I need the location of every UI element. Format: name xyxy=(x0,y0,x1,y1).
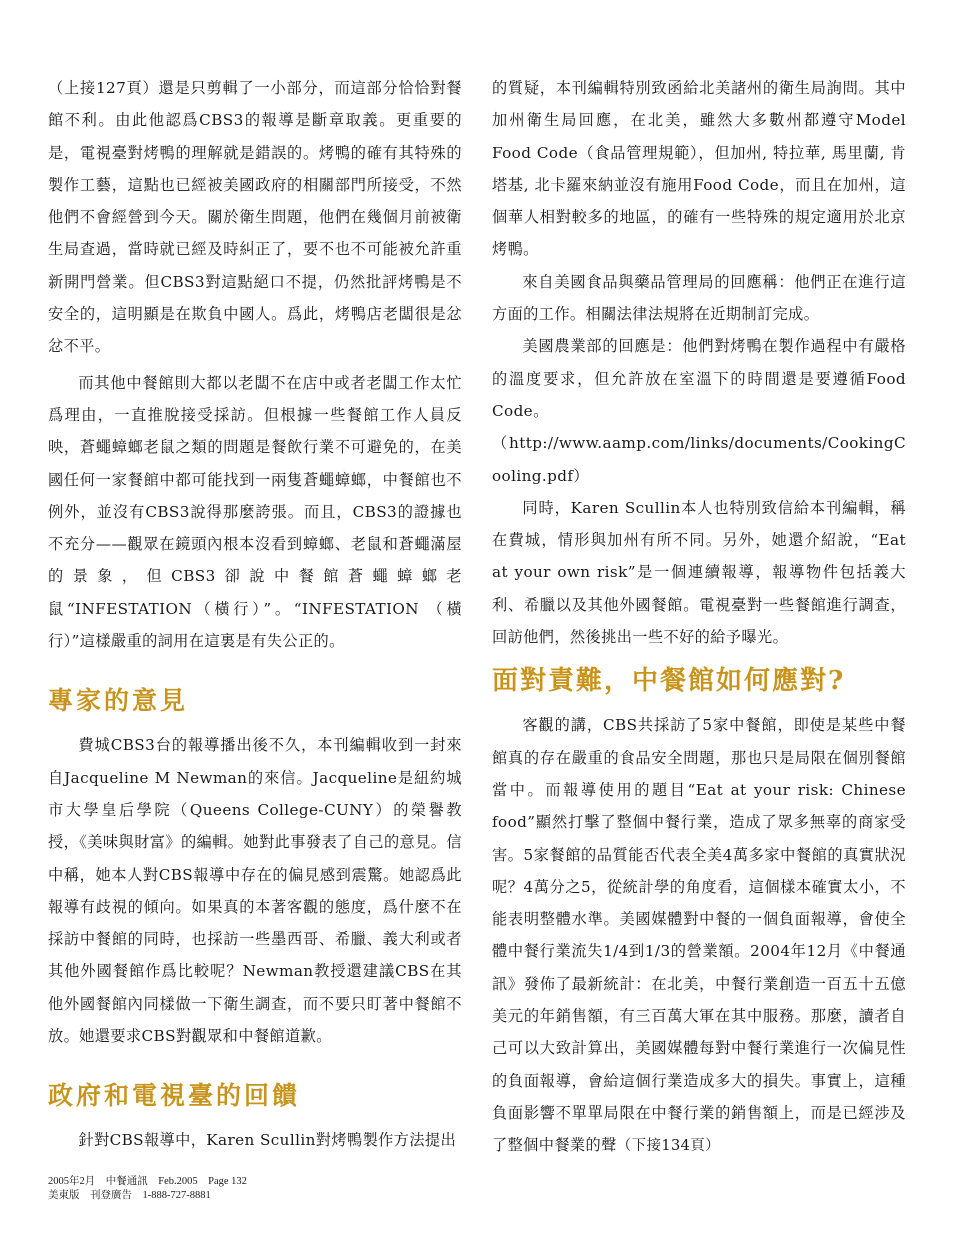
paragraph-text: 客觀的講，CBS共採訪了5家中餐館，即使是某些中餐館真的存在嚴重的食品安全問題，那也只是局限在個別餐館當中。而報導使用的題目“Eat at your risk: Chinese food”顯然打擊了整個中餐行業，造成了眾多無辜的商家受害。5家餐館的品質能否代表全美4萬多家中餐館的真實狀況呢？4萬分之5，從統計學的角度看，這個樣本確實太小，不能表明整體水準。美國媒體對中餐的一個負面報導，會使全體中餐行業流失1/4到1/3的營業額。2004年12月《中餐通訊》發佈了最新統計：在北美，中餐行業創造一百五十五億美元的年銷售額，有三百萬大軍在其中服務。那麼，讀者自己可以大致計算出，美國媒體每對中餐行業進行一次偏見性的負面報導，會給這個行業造成多大的損失。事實上，這種負面影響不單單局限在中餐行業的銷售額上，而是已經涉及了整個中餐業的聲 xyxy=(492,716,906,1155)
article-paragraph: 美國農業部的回應是：他們對烤鴨在製作過程中有嚴格的溫度要求，但允許放在室溫下的時間還是要遵循Food Code。 xyxy=(492,337,906,420)
article-paragraph xyxy=(492,709,906,1162)
footer-ad-contact: 美東版 刊登廣告 1-888-727-8881 xyxy=(48,1190,211,1201)
article-paragraph: 同時，Karen Scullin本人也特別致信給本刊編輯，稱在費城，情形與加州有所不同。另外，她還介紹說，“Eat at your own risk”是一個連續報導，報導物件包括義大利、希臘以及其他外國餐館。電視臺對一些餐館進行調查，回訪他們，然後挑出一些不好的給予曝光。 xyxy=(492,498,906,647)
page-footer xyxy=(48,1175,247,1203)
section-heading-government-feedback: 政府和電視臺的回饋 xyxy=(48,1081,301,1111)
continued-note: （下接134頁） xyxy=(616,1138,721,1155)
section-heading-expert-opinion: 專家的意見 xyxy=(48,686,189,716)
article-paragraph: 費城CBS3台的報導播出後不久，本刊編輯收到一封來自Jacqueline M Newman的來信。Jacqueline是紐約城市大學皇后學院（Queens College-CUNY）的榮譽教授，《美味與財富》的編輯。她對此事發表了自己的意見。信中稱，她本人對CBS報導中存在的偏見感到震驚。她認爲此報導有歧視的傾向。如果真的本著客觀的態度，爲什麼不在採訪中餐館的同時，也採訪一些墨西哥、希臘、義大利或者其他外國餐館作爲比較呢？Newman教授還建議CBS在其他外國餐館內同樣做一下衛生調查，而不要只盯著中餐館不放。她還要求CBS對觀眾和中餐館道歉。 xyxy=(48,736,462,1046)
article-paragraph: 來自美國食品與藥品管理局的回應稱：他們正在進行這方面的工作。相關法律法規將在近期制訂完成。 xyxy=(492,272,906,324)
article-paragraph: 而其他中餐館則大都以老闆不在店中或者老闆工作太忙爲理由，一直推脫接受採訪。但根據一些餐館工作人員反映，蒼蠅蟑螂老鼠之類的問題是餐飲行業不可避免的，在美國任何一家餐館中都可能找到一兩隻蒼蠅蟑螂，中餐館也不例外，並沒有CBS3說得那麼誇張。而且，CBS3的證據也不充分——觀眾在鏡頭內根本沒看到蟑螂、老鼠和蒼蠅滿屋的景象，但CBS3卻說中餐館蒼蠅蟑螂老鼠“INFESTATION（橫行）”。“INFESTATION （橫行）”這樣嚴重的詞用在這裏是有失公正的。 xyxy=(48,373,462,651)
article-paragraph: 的質疑，本刊編輯特別致函給北美諸州的衛生局詢問。其中加州衛生局回應，在北美，雖然大多數州都遵守Model Food Code（食品管理規範），但加州, 特拉華, 馬里蘭, 肯塔基, 北卡羅來納並沒有施用Food Code，而且在加州，這個華人相對較多的地區，的確有一些特殊的規定適用於北京烤鴨。 xyxy=(492,79,906,259)
article-paragraph: （上接127頁）還是只剪輯了一小部分，而這部分恰恰對餐館不利。由此他認爲CBS3的報導是斷章取義。更重要的是，電視臺對烤鴨的理解就是錯誤的。烤鴨的確有其特殊的製作工藝，這點也已經被美國政府的相關部門所接受，不然他們不會經營到今天。關於衛生問題，他們在幾個月前被衛生局查過，當時就已經及時糾正了，要不也不可能被允許重新開門營業。但CBS3對這點絕口不提，仍然批評烤鴨是不安全的，這明顯是在欺負中國人。爲此，烤鴨店老闆很是忿忿不平。 xyxy=(48,79,462,356)
left-column xyxy=(48,72,462,1157)
right-column xyxy=(492,72,906,1163)
article-paragraph: 針對CBS報導中，Karen Scullin對烤鴨製作方法提出 xyxy=(78,1131,457,1150)
section-heading-response: 面對責難，中餐館如何應對? xyxy=(492,666,846,697)
footer-issue-info: 2005年2月 中餐通訊 Feb.2005 Page 132 xyxy=(48,1176,247,1187)
reference-url: （http://www.aamp.com/links/documents/CookingCooling.pdf） xyxy=(492,434,906,485)
